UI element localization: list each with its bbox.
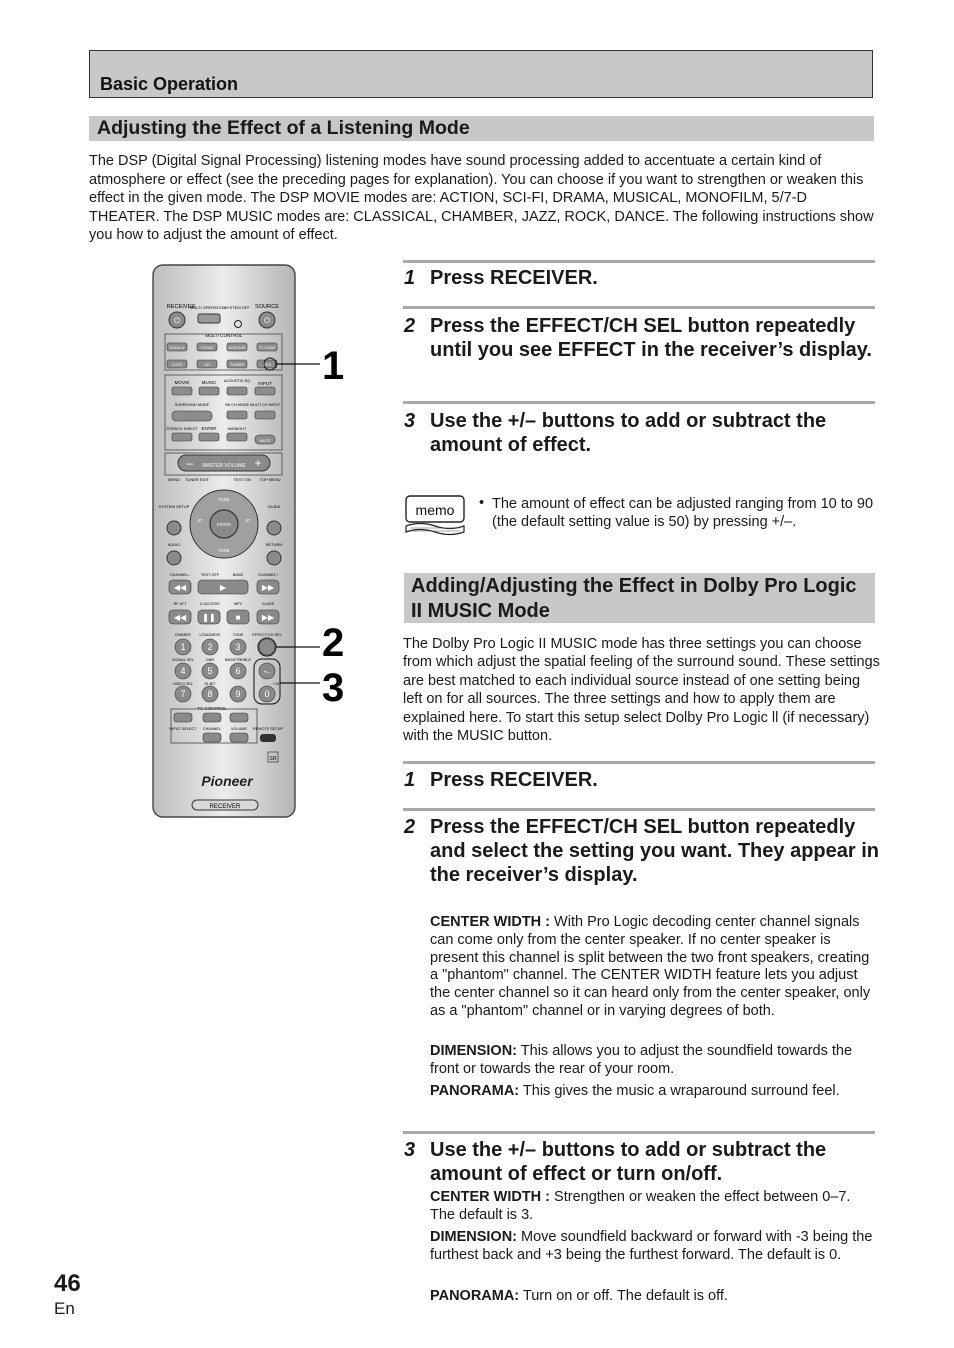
item-text: This allows you to adjust the soundfield towards the front or towards the rear of your room.: [430, 1043, 853, 1077]
remote-setup-button: [260, 734, 276, 742]
remote-label-midnight: MIDNIGHT: [227, 427, 247, 431]
step-text: Use the +/– buttons to add or subtract the amount of effect.: [430, 410, 827, 456]
pause-icon: ❚❚: [202, 613, 216, 622]
rewind-icon: ◀◀: [173, 583, 187, 592]
plus-minus-icon: +–: [263, 670, 271, 676]
stop-icon: ■: [235, 613, 241, 622]
s2-step-1: [404, 768, 880, 794]
digit-6: 6: [235, 666, 241, 676]
step-text: Use the +/– buttons to add or subtract the amount of effect or turn on/off.: [430, 1139, 827, 1185]
digit-4: 4: [180, 666, 186, 676]
remote-control-illustration: [140, 258, 360, 828]
remote-label-source: SOURCE: [255, 304, 279, 310]
remote-label-receiver: RECEIVER: [166, 304, 196, 310]
step-divider: [403, 1131, 875, 1134]
previous-icon: ◀◀: [173, 613, 187, 622]
callout-number-3: 3: [322, 666, 345, 710]
remote-label-volume: VOLUME: [230, 727, 248, 731]
item-label: CENTER WIDTH :: [430, 914, 551, 930]
remote-label-text-on: TEXT ON: [233, 477, 251, 482]
remote-label-master-volume: MASTER VOLUME: [202, 463, 246, 469]
item-text: Strengthen or weaken the effect between 0–7. The default is 3.: [430, 1189, 851, 1223]
next-icon: ▶▶: [261, 613, 275, 622]
remote-label-menu: MENU: [168, 477, 180, 482]
movie-button: [172, 387, 192, 395]
plus-icon: +: [254, 456, 262, 470]
s1-step-1: [404, 266, 880, 292]
page-number: 46: [54, 1270, 81, 1297]
midnight-button: [227, 433, 247, 441]
s2-step2-item-dimension: [430, 1043, 876, 1079]
input-button: [255, 387, 275, 395]
item-label: DIMENSION:: [430, 1229, 517, 1245]
return-button: [267, 551, 281, 565]
step-divider: [403, 260, 875, 263]
memo-icon: [404, 494, 468, 538]
remote-label-surround-mode: SURROUND MODE: [174, 403, 210, 407]
bullet-dot: •: [479, 495, 485, 511]
step-text: Press the EFFECT/CH SEL button repeatedly until you see EFFECT in the receiver’s display.: [430, 315, 872, 361]
item-label: PANORAMA:: [430, 1288, 520, 1304]
section2-intro: The Dolby Pro Logic II MUSIC mode has three settings you can choose from which adjust the spatial feeling of the surround sound. These settings are best matched to each individual source instead of one setting being left on for all sources. The three settings and how to apply them are explained here. To start this setup select Dolby Pro Logic ll (if necessary) with the MUSIC button.: [403, 636, 880, 745]
remote-label-st-right: ST: [245, 518, 251, 523]
remote-label-dvd-ld: DVD/LD: [169, 345, 185, 350]
stereo-direct-button: [172, 433, 192, 441]
step-number: 2: [404, 816, 416, 838]
remote-label-multi-operation: MULTI OPERATION: [189, 305, 227, 310]
page-language: En: [54, 1299, 75, 1318]
step-number: 3: [404, 1139, 416, 1161]
remote-label-st-left: ST: [197, 518, 203, 523]
remote-label-tuner: TUNER: [230, 362, 244, 367]
s2-step3-item-dimension: [430, 1229, 876, 1265]
digit-7: 7: [180, 689, 186, 699]
item-text: This gives the music a wraparound surround feel.: [519, 1083, 840, 1099]
remote-label-channel-plus: CHANNEL+: [257, 573, 279, 577]
callout-number-2: 2: [322, 621, 345, 665]
remote-label-rf-att: RF ATT: [173, 602, 187, 606]
s2-step2-item-center-width: [430, 914, 876, 1021]
remote-label-tune-up: TUNE: [218, 497, 230, 502]
remote-label-band: BAND: [232, 573, 244, 577]
digit-9: 9: [235, 689, 241, 699]
s2-step3-item-center-width: [430, 1189, 876, 1225]
acoustic-eq-button: [227, 387, 247, 395]
section1-title: Adjusting the Effect of a Listening Mode: [97, 117, 470, 139]
remote-label-loudness: LOUDNESS: [199, 633, 221, 637]
music-button: [199, 387, 219, 395]
remote-label-guide: GUIDE: [267, 504, 281, 509]
remote-label-acoustic-eq: ACOUSTIC EQ: [223, 379, 251, 383]
remote-label-dimmer: DIMMER: [175, 633, 191, 637]
item-text: With Pro Logic decoding center channel signals can come only from the center speaker. If no center speaker is present this channel is split between the two front speakers, creating a "phantom" channel. The CENTER WIDTH feature lets you adjust the center channel so it can heard only from the center speaker, only as a "phantom" channel or in varying degrees of both.: [430, 914, 871, 1019]
remote-label-stereo-direct: STEREO/ DIRECT: [166, 427, 198, 431]
item-text: Move soundfield backward or forward with -3 being the furthest back and +3 being the furthest forward. The default is 0.: [430, 1229, 873, 1263]
remote-label-text-off: TEXT OFF: [200, 573, 220, 577]
brand-logo: Pioneer: [201, 773, 253, 789]
remote-label-audio: AUDIO: [167, 542, 181, 547]
s1-step-3: [404, 409, 880, 461]
step-number: 1: [404, 769, 416, 791]
item-label: PANORAMA:: [430, 1083, 520, 1099]
remote-label-system-off: SYSTEM OFF: [224, 305, 250, 310]
callout-number-1: 1: [322, 344, 345, 388]
remote-label-multi-control: MULTI CONTROL: [205, 333, 243, 338]
remote-label-receiver-small: RCV: [262, 362, 272, 367]
remote-label-video-sel: VIDEO SEL: [172, 682, 194, 686]
remote-label-cd: CD: [204, 362, 210, 367]
digit-3: 3: [235, 642, 241, 652]
s2-step3-item-panorama: [430, 1288, 876, 1306]
remote-label-input-select: INPUT SELECT: [169, 727, 197, 731]
memo-text: The amount of effect can be adjusted ranging from 10 to 90 (the default setting value is 50) by pressing +/–.: [492, 496, 874, 530]
power-icon: ⏻: [263, 316, 271, 325]
fast-forward-icon: ▶▶: [261, 583, 275, 592]
digit-0: 0: [264, 689, 270, 699]
remote-label-tune-down: TUNE: [218, 548, 230, 553]
remote-label-system-setup: SYSTEM SETUP: [158, 504, 190, 509]
remote-label-music: MUSIC: [201, 380, 217, 385]
remote-label-sb-ch-mode: SB CH MODE: [224, 403, 250, 407]
section1-intro: The DSP (Digital Signal Processing) listening modes have sound processing added to accentuate a certain kind of atmosphere or effect (see the preceding pages for explanation). You can choose if you want to strengthen or weaken this effect in the given mode. The DSP MOVIE modes are: ACTION, SCI-FI, DRAMA, MUSICAL, MONOFILM, 5/7-D THEATER. The DSP MUSIC modes are: CLASSICAL, CHAMBER, JAZZ, ROCK, DANCE. The following instructions show you how to adjust the amount of effect.: [89, 153, 874, 244]
section2-title: Adding/Adjusting the Effect in Dolby Pro Logic II MUSIC Mode: [411, 575, 857, 622]
step-divider: [403, 306, 875, 309]
system-setup-button: [167, 521, 181, 535]
remote-label-effect-ch-sel: EFFECT/CH SEL: [252, 633, 282, 637]
item-label: CENTER WIDTH :: [430, 1189, 551, 1205]
remote-label-vcr2: VCR2: [171, 362, 183, 367]
remote-label-movie: MOVIE: [174, 380, 190, 385]
digit-1: 1: [180, 642, 186, 652]
sb-ch-mode-button: [227, 411, 247, 419]
remote-label-dnr: DNR: [205, 658, 215, 662]
step-text: Press the EFFECT/CH SEL button repeatedly and select the setting you want. They appear in the receiver’s display.: [430, 816, 879, 886]
remote-label-tv-control: TV CONTROL: [197, 706, 227, 711]
s2-step2-item-panorama: [430, 1083, 876, 1101]
play-icon: ▶: [219, 583, 227, 592]
remote-label-sound-retrieval: SR: [269, 756, 277, 762]
remote-label-channel: CHANNEL: [202, 727, 222, 731]
step-number: 3: [404, 410, 416, 432]
remote-label-mpx: MPX: [233, 602, 243, 606]
digit-5: 5: [207, 666, 213, 676]
minus-icon: –: [186, 456, 194, 470]
remote-label-hi-bit: HI-BIT: [204, 682, 216, 686]
guide-button: [267, 521, 281, 535]
remote-label-top-menu: TOP MENU: [259, 477, 281, 482]
remote-label-plus10: +10: [272, 682, 280, 686]
remote-label-bass-treble: BASS/TREBLE: [225, 658, 251, 662]
remote-label-multi-ch-input: MULTI CH INPUT: [249, 403, 281, 407]
item-text: Turn on or off. The default is off.: [519, 1288, 728, 1304]
digit-8: 8: [207, 689, 213, 699]
section-header-label: Basic Operation: [100, 74, 239, 94]
remote-label-receiver-bottom: RECEIVER: [209, 804, 241, 810]
remote-label-tv-cont: TV CONT: [258, 345, 276, 350]
remote-label-enter: ENTER: [216, 522, 232, 527]
surround-mode-button: [172, 411, 212, 421]
remote-label-remote-setup: REMOTE SETUP: [253, 727, 283, 731]
step-text: Press RECEIVER.: [430, 267, 598, 289]
step-divider: [403, 808, 875, 811]
remote-label-signal-sel: SIGNAL SEL: [171, 658, 195, 662]
remote-label-class: CLASS: [261, 602, 275, 606]
step-text: Press RECEIVER.: [430, 769, 598, 791]
remote-label-enter-small: ENTER: [201, 426, 217, 431]
remote-label-channel-minus: CHANNEL–: [169, 573, 191, 577]
s1-step-2: [404, 314, 880, 389]
s2-step-2: [404, 815, 880, 913]
s2-step-3: [404, 1138, 880, 1188]
remote-label-tv-sat: TV/SAT: [200, 345, 214, 350]
step-number: 2: [404, 315, 416, 337]
digit-2: 2: [207, 642, 213, 652]
remote-label-tuner-edit: TUNER EDIT: [185, 477, 209, 482]
remote-label-vcr-dvr: VCR/DVR: [227, 345, 247, 350]
multi-operation-button: [198, 314, 220, 323]
step-divider: [403, 761, 875, 764]
enter-small-button: [199, 433, 219, 441]
multi-ch-input-button: [255, 411, 275, 419]
audio-button: [167, 551, 181, 565]
remote-label-d-access: D.ACCESS: [200, 602, 220, 606]
remote-label-mute: MUTE: [259, 439, 271, 443]
step-divider: [403, 401, 875, 404]
memo-label: memo: [415, 502, 455, 518]
item-label: DIMENSION:: [430, 1043, 517, 1059]
remote-label-input: INPUT: [258, 381, 272, 386]
power-icon: ⏻: [173, 316, 181, 325]
remote-label-return: RETURN: [265, 542, 283, 547]
remote-label-tone: TONE: [232, 633, 244, 637]
step-number: 1: [404, 267, 416, 289]
